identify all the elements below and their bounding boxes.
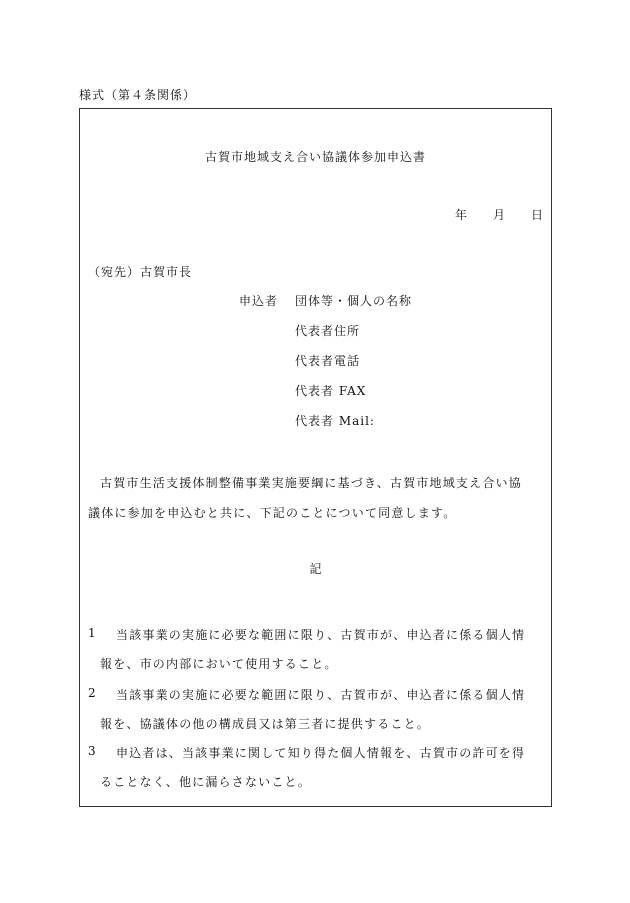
field-organization-name: 団体等・個人の名称 (295, 294, 413, 308)
field-representative-fax: 代表者 FAX (295, 384, 367, 398)
body-paragraph (88, 468, 546, 528)
condition-text-line-1: 当該事業の実施に必要な範囲に限り、古賀市が、申込者に係る個人情 (116, 688, 526, 702)
form-label: 様式（第４条関係） (79, 88, 197, 102)
date-day: 日 (530, 208, 543, 222)
date-line (455, 206, 543, 223)
field-representative-phone: 代表者電話 (295, 354, 361, 368)
date-month: 月 (492, 208, 505, 222)
addressee: （宛先）古賀市長 (88, 265, 193, 279)
condition-text-line-1: 当該事業の実施に必要な範囲に限り、古賀市が、申込者に係る個人情 (116, 628, 526, 642)
condition-text-line-2: 報を、協議体の他の構成員又は第三者に提供すること。 (100, 717, 431, 731)
condition-text-line-2: ることなく、他に漏らさないこと。 (100, 775, 311, 789)
date-year: 年 (454, 208, 467, 222)
ki-heading: 記 (309, 562, 322, 576)
condition-text-line-1: 申込者は、当該事業に関して知り得た個人情報を、古賀市の許可を得 (116, 746, 526, 760)
condition-number: 3 (88, 744, 97, 758)
body-line-1: 古賀市生活支援体制整備事業実施要綱に基づき、古賀市地域支え合い協 (100, 476, 522, 490)
field-representative-address: 代表者住所 (295, 324, 361, 338)
condition-number: 2 (88, 686, 97, 700)
form-title: 古賀市地域支え合い協議体参加申込書 (204, 150, 426, 164)
condition-text-line-2: 報を、市の内部において使用すること。 (100, 657, 338, 671)
application-form (79, 108, 552, 807)
field-representative-mail: 代表者 Mail: (295, 414, 375, 428)
body-line-2: 議体に参加を申込むと共に、下記のことについて同意します。 (88, 506, 457, 520)
applicant-label: 申込者 (239, 294, 279, 308)
condition-number: 1 (88, 626, 97, 640)
